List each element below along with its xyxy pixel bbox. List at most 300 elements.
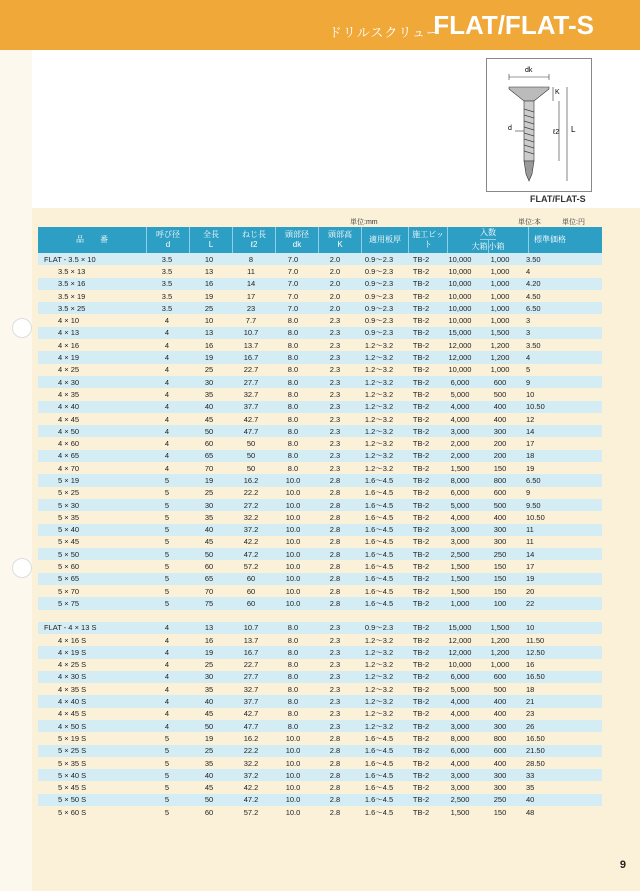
table-cell: TB-2 — [412, 389, 430, 399]
table-cell: 4 × 19 — [58, 353, 80, 363]
table-cell: 2.0 — [329, 254, 341, 264]
table-cell: 17 — [246, 291, 256, 301]
table-cell: 2.8 — [329, 586, 341, 596]
table-cell: 50 — [246, 451, 256, 461]
table-cell: TB-2 — [412, 660, 430, 670]
table-cell: 50 — [204, 549, 214, 559]
table-cell: 5 × 40 S — [58, 770, 87, 780]
table-cell: 150 — [493, 574, 507, 584]
table-cell: 5 × 70 — [58, 586, 80, 596]
table-cell: 2.3 — [329, 463, 341, 473]
table-cell: 5 × 35 — [58, 512, 80, 522]
table-cell: 7.0 — [287, 266, 299, 276]
table-cell: 2.8 — [329, 795, 341, 805]
table-cell: TB-2 — [412, 746, 430, 756]
table-cell: TB-2 — [412, 512, 430, 522]
table-cell: TB-2 — [412, 562, 430, 572]
table-cell: 1.2～3.2 — [364, 672, 394, 682]
table-cell: 1.6～4.5 — [364, 512, 394, 522]
table-cell: 70 — [204, 586, 214, 596]
table-cell: 10.0 — [285, 746, 301, 756]
table-cell: 400 — [493, 758, 507, 768]
table-cell: 27.7 — [243, 672, 259, 682]
table-cell: 30 — [204, 672, 214, 682]
table-cell: 3.5 × 25 — [58, 303, 86, 313]
table-cell: 8.0 — [287, 340, 299, 350]
table-cell: 1.2～3.2 — [364, 426, 394, 436]
table-cell: 2.3 — [329, 451, 341, 461]
table-cell: 7.0 — [287, 303, 299, 313]
table-cell: 50 — [204, 426, 214, 436]
table-cell: 300 — [493, 783, 507, 793]
table-cell: 400 — [493, 709, 507, 719]
table-cell: 3,000 — [450, 537, 470, 547]
table-cell: 1.6～4.5 — [364, 500, 394, 510]
table-cell: 65 — [204, 451, 214, 461]
table-cell: 22.2 — [243, 488, 259, 498]
label-l2: ℓ2 — [553, 129, 560, 136]
table-cell: 12,000 — [448, 635, 472, 645]
table-cell: 0.9～2.3 — [364, 623, 394, 633]
table-cell: 2.8 — [329, 475, 341, 485]
table-row — [38, 573, 602, 585]
table-cell: 4 — [164, 463, 170, 473]
table-cell: 4.50 — [526, 291, 541, 301]
table-cell: 1.2～3.2 — [364, 684, 394, 694]
table-cell: 2.8 — [329, 807, 341, 817]
screw-diagram — [486, 58, 592, 192]
table-cell: 1,200 — [490, 353, 510, 363]
table-cell: 60 — [204, 439, 214, 449]
table-cell: 10 — [204, 316, 214, 326]
table-cell: TB-2 — [412, 697, 430, 707]
table-cell: 1,500 — [490, 328, 510, 338]
table-cell: 14 — [526, 426, 535, 436]
table-row — [38, 536, 602, 548]
table-cell: 1,000 — [490, 279, 510, 289]
col-head-diameter: 頭部径 dk — [276, 227, 319, 253]
table-cell: 2.3 — [329, 721, 341, 731]
table-row — [38, 290, 602, 302]
table-cell: 10.7 — [243, 328, 259, 338]
table-cell: 7.7 — [245, 316, 257, 326]
table-cell: 1.6～4.5 — [364, 758, 394, 768]
table-cell: 2,500 — [450, 795, 470, 805]
table-cell: 1,000 — [490, 365, 510, 375]
table-cell: 150 — [493, 586, 507, 596]
table-cell: 4 — [164, 365, 170, 375]
table-cell: 37.2 — [243, 525, 259, 535]
table-cell: 27.7 — [243, 377, 259, 387]
table-cell: 5 × 60 — [58, 562, 80, 572]
table-cell: 27.2 — [243, 500, 259, 510]
table-cell: 2.8 — [329, 733, 341, 743]
table-row — [38, 499, 602, 511]
table-cell: 35 — [204, 758, 214, 768]
table-cell: 16.2 — [243, 733, 259, 743]
table-row — [38, 351, 602, 363]
header-title: FLAT/FLAT-S — [433, 10, 594, 40]
table-cell: TB-2 — [412, 303, 430, 313]
table-row — [38, 339, 602, 351]
table-cell: 2.0 — [329, 303, 341, 313]
table-cell: 1.2～3.2 — [364, 365, 394, 375]
binder-hole — [12, 318, 32, 338]
col-thickness: 適用板厚 — [362, 227, 409, 253]
table-cell: 15,000 — [448, 328, 472, 338]
table-cell: 13 — [204, 266, 214, 276]
table-cell: 5 × 65 — [58, 574, 80, 584]
table-cell: 4 — [526, 353, 531, 363]
table-cell: 0.9～2.3 — [364, 328, 394, 338]
table-cell: 4 × 45 — [58, 414, 80, 424]
table-cell: 1,000 — [490, 660, 510, 670]
table-row — [38, 548, 602, 560]
table-cell: 8 — [248, 254, 254, 264]
table-cell: 8.0 — [287, 623, 299, 633]
table-cell: 5 × 45 S — [58, 783, 87, 793]
table-cell: 70 — [204, 463, 214, 473]
table-cell: TB-2 — [412, 783, 430, 793]
table-cell: 8.0 — [287, 328, 299, 338]
table-cell: 5 × 60 S — [58, 807, 87, 817]
table-row — [38, 511, 602, 523]
col-qty: 入数 大箱 小箱 — [448, 227, 529, 253]
table-cell: 19 — [204, 291, 214, 301]
table-cell: 4 — [164, 709, 170, 719]
table-cell: 2.3 — [329, 684, 341, 694]
table-cell: 5 — [164, 783, 170, 793]
table-cell: 2.8 — [329, 549, 341, 559]
table-cell: 0.9～2.3 — [364, 303, 394, 313]
table-cell: TB-2 — [412, 488, 430, 498]
table-cell: 42.2 — [243, 783, 259, 793]
label-k: K — [555, 89, 560, 96]
table-cell: 6.50 — [526, 303, 541, 313]
table-cell: 19 — [526, 574, 535, 584]
table-cell: 6,000 — [450, 672, 470, 682]
table-cell: 42.7 — [243, 414, 259, 424]
page-header — [0, 0, 640, 50]
table-cell: 1.6～4.5 — [364, 562, 394, 572]
table-cell: 4 × 35 — [58, 389, 80, 399]
table-cell: 2.8 — [329, 746, 341, 756]
table-cell: 2.3 — [329, 414, 341, 424]
table-cell: 5 × 45 — [58, 537, 80, 547]
table-cell: 10,000 — [448, 365, 472, 375]
table-cell: 10.0 — [285, 475, 301, 485]
table-cell: TB-2 — [412, 328, 430, 338]
table-cell: 1.2～3.2 — [364, 647, 394, 657]
table-cell: TB-2 — [412, 365, 430, 375]
table-cell: 2.3 — [329, 439, 341, 449]
table-cell: 22.7 — [243, 365, 259, 375]
table-cell: TB-2 — [412, 758, 430, 768]
table-cell: 4 — [526, 266, 531, 276]
table-cell: 4 — [164, 672, 170, 682]
table-cell: TB-2 — [412, 684, 430, 694]
table-cell: 2.3 — [329, 672, 341, 682]
table-cell: 5 — [164, 586, 170, 596]
table-cell: 2.8 — [329, 770, 341, 780]
table-cell: 2.3 — [329, 365, 341, 375]
table-cell: 25 — [204, 746, 214, 756]
table-cell: 30 — [204, 500, 214, 510]
table-cell: 1.6～4.5 — [364, 733, 394, 743]
binder-hole — [12, 558, 32, 578]
table-cell: 8.0 — [287, 353, 299, 363]
table-cell: 4,000 — [450, 697, 470, 707]
table-cell: TB-2 — [412, 721, 430, 731]
table-row — [38, 425, 602, 437]
table-cell: 3.5 × 13 — [58, 266, 86, 276]
table-cell: 2.0 — [329, 266, 341, 276]
table-cell: 300 — [493, 770, 507, 780]
label-l: L — [571, 125, 576, 134]
table-cell: TB-2 — [412, 574, 430, 584]
table-cell: 37.7 — [243, 697, 259, 707]
table-cell: 11.50 — [526, 635, 545, 645]
table-cell: 50 — [246, 439, 256, 449]
table-cell: 2.3 — [329, 402, 341, 412]
table-cell: TB-2 — [412, 807, 430, 817]
table-cell: 1.2～3.2 — [364, 389, 394, 399]
table-cell: 8.0 — [287, 414, 299, 424]
table-cell: TB-2 — [412, 475, 430, 485]
table-cell: 4 — [164, 439, 170, 449]
table-cell: 16.2 — [243, 475, 259, 485]
table-cell: 4 — [164, 389, 170, 399]
table-cell: 21.50 — [526, 746, 545, 756]
table-cell: 2.3 — [329, 697, 341, 707]
table-cell: 19 — [204, 647, 214, 657]
table-cell: 25 — [204, 365, 214, 375]
table-row — [38, 265, 602, 277]
table-cell: 20 — [526, 586, 535, 596]
table-cell: 5 — [526, 365, 531, 375]
table-row — [38, 585, 602, 597]
table-row — [38, 794, 602, 806]
table-row — [38, 671, 602, 683]
table-cell: 8.0 — [287, 451, 299, 461]
table-row — [38, 450, 602, 462]
table-cell: 4 × 50 S — [58, 721, 87, 731]
table-cell: 35 — [204, 684, 214, 694]
table-cell: 4 — [164, 647, 170, 657]
table-cell: 150 — [493, 807, 507, 817]
table-cell: 3 — [526, 328, 531, 338]
table-cell: TB-2 — [412, 463, 430, 473]
table-row — [38, 376, 602, 388]
table-cell: 45 — [204, 537, 214, 547]
table-cell: 4 — [164, 402, 170, 412]
table-cell: 2.8 — [329, 488, 341, 498]
table-cell: TB-2 — [412, 266, 430, 276]
table-cell: 8.0 — [287, 684, 299, 694]
table-cell: 10.0 — [285, 562, 301, 572]
label-dk: dk — [525, 67, 533, 74]
table-cell: 5,000 — [450, 389, 470, 399]
table-cell: 1,500 — [490, 623, 510, 633]
table-cell: TB-2 — [412, 525, 430, 535]
table-cell: FLAT - 4 × 13 S — [44, 623, 97, 633]
table-cell: TB-2 — [412, 549, 430, 559]
col-part: 品 番 — [38, 227, 147, 253]
table-cell: 3.5 — [161, 279, 173, 289]
table-cell: 60 — [246, 586, 256, 596]
table-cell: 1.2～3.2 — [364, 353, 394, 363]
table-row — [38, 462, 602, 474]
table-cell: 600 — [493, 377, 507, 387]
table-cell: 5 — [164, 488, 170, 498]
table-cell: 10.0 — [285, 807, 301, 817]
table-cell: 40 — [204, 525, 214, 535]
table-cell: 1.6～4.5 — [364, 807, 394, 817]
table-cell: 3 — [526, 316, 531, 326]
table-cell: TB-2 — [412, 353, 430, 363]
unit-mm: 単位:mm — [350, 219, 378, 226]
table-cell: 10 — [526, 623, 535, 633]
table-cell: TB-2 — [412, 635, 430, 645]
table-cell: 1.6～4.5 — [364, 586, 394, 596]
table-cell: 5 × 19 S — [58, 733, 87, 743]
table-cell: 10.0 — [285, 574, 301, 584]
table-cell: 2.3 — [329, 647, 341, 657]
table-cell: 47.7 — [243, 721, 259, 731]
table-cell: 1.6～4.5 — [364, 549, 394, 559]
table-cell: 4 × 16 S — [58, 635, 87, 645]
table-cell: 4 — [164, 426, 170, 436]
table-cell: 2.3 — [329, 316, 341, 326]
unit-qty: 単位:本 — [518, 219, 541, 226]
table-cell: 5 — [164, 525, 170, 535]
table-cell: 4 × 30 — [58, 377, 80, 387]
table-cell: 60 — [246, 574, 256, 584]
table-cell: 22 — [526, 598, 535, 608]
table-cell: 3.50 — [526, 254, 541, 264]
table-cell: 42.2 — [243, 537, 259, 547]
table-cell: 1,200 — [490, 635, 510, 645]
table-cell: 10.0 — [285, 770, 301, 780]
table-cell: 5 × 25 S — [58, 746, 87, 756]
table-cell: 0.9～2.3 — [364, 291, 394, 301]
table-cell: 0.9～2.3 — [364, 316, 394, 326]
table-cell: 600 — [493, 672, 507, 682]
table-cell: 33 — [526, 770, 535, 780]
table-row — [38, 327, 602, 339]
table-cell: 2.8 — [329, 574, 341, 584]
table-cell: 60 — [204, 562, 214, 572]
table-cell: 37.7 — [243, 402, 259, 412]
table-cell: 250 — [493, 549, 507, 559]
table-cell: 12.50 — [526, 647, 545, 657]
table-cell: 4 — [164, 697, 170, 707]
table-cell: TB-2 — [412, 254, 430, 264]
table-cell: TB-2 — [412, 733, 430, 743]
table-row — [38, 622, 602, 634]
table-cell: 12 — [526, 414, 535, 424]
table-cell: 12,000 — [448, 647, 472, 657]
table-cell: 2.3 — [329, 426, 341, 436]
table-cell: 1.2～3.2 — [364, 451, 394, 461]
table-cell: 10.0 — [285, 598, 301, 608]
table-cell: TB-2 — [412, 316, 430, 326]
table-cell: 4 × 40 — [58, 402, 80, 412]
table-cell: 2.8 — [329, 758, 341, 768]
table-cell: 25 — [204, 488, 214, 498]
table-cell: TB-2 — [412, 537, 430, 547]
table-cell: 5 — [164, 807, 170, 817]
table-cell: 30 — [204, 377, 214, 387]
table-cell: TB-2 — [412, 586, 430, 596]
table-cell: 2.8 — [329, 512, 341, 522]
table-cell: 25 — [204, 303, 214, 313]
table-row — [38, 683, 602, 695]
table-cell: 7.0 — [287, 279, 299, 289]
table-cell: 4 × 30 S — [58, 672, 87, 682]
table-cell: 2.3 — [329, 340, 341, 350]
table-cell: 10.0 — [285, 525, 301, 535]
table-cell: 1.6～4.5 — [364, 488, 394, 498]
table-cell: 11 — [247, 266, 255, 276]
table-cell: 7.0 — [287, 291, 299, 301]
table-cell: 2.8 — [329, 562, 341, 572]
table-cell: 1.6～4.5 — [364, 783, 394, 793]
table-cell: 10.7 — [243, 623, 259, 633]
table-cell: 800 — [493, 475, 507, 485]
table-row — [38, 413, 602, 425]
table-cell: 4 × 70 — [58, 463, 80, 473]
table-cell: 8.0 — [287, 697, 299, 707]
table-cell: 2.8 — [329, 537, 341, 547]
table-cell: 10,000 — [448, 266, 472, 276]
table-cell: 5 — [164, 537, 170, 547]
table-cell: 400 — [493, 512, 507, 522]
table-cell: 5 — [164, 795, 170, 805]
table-cell: 10,000 — [448, 279, 472, 289]
table-cell: 14 — [246, 279, 256, 289]
table-cell: 1.2～3.2 — [364, 377, 394, 387]
table-row — [38, 437, 602, 449]
table-cell: 8.0 — [287, 439, 299, 449]
table-cell: 2.3 — [329, 353, 341, 363]
table-cell: 4,000 — [450, 512, 470, 522]
table-cell: 32.7 — [243, 389, 259, 399]
table-cell: 0.9～2.3 — [364, 279, 394, 289]
table-cell: 1,200 — [490, 340, 510, 350]
table-cell: 18 — [526, 451, 535, 461]
table-cell: 8.0 — [287, 316, 299, 326]
table-cell: 4 — [164, 623, 170, 633]
table-row — [38, 757, 602, 769]
table-cell: 2.3 — [329, 377, 341, 387]
table-cell: 40 — [526, 795, 535, 805]
table-cell: 5 — [164, 549, 170, 559]
table-cell: 5 — [164, 475, 170, 485]
table-cell: 3.5 — [161, 303, 173, 313]
table-cell: 300 — [493, 525, 507, 535]
table-cell: 1.6～4.5 — [364, 746, 394, 756]
table-cell: 4,000 — [450, 758, 470, 768]
table-cell: TB-2 — [412, 672, 430, 682]
table-cell: 5 × 30 — [58, 500, 80, 510]
table-cell: 32.7 — [243, 684, 259, 694]
table-cell: 10.0 — [285, 488, 301, 498]
table-cell: 7.0 — [287, 254, 299, 264]
table-cell: 40 — [204, 402, 214, 412]
table-cell: 8.0 — [287, 709, 299, 719]
table-cell: 42.7 — [243, 709, 259, 719]
